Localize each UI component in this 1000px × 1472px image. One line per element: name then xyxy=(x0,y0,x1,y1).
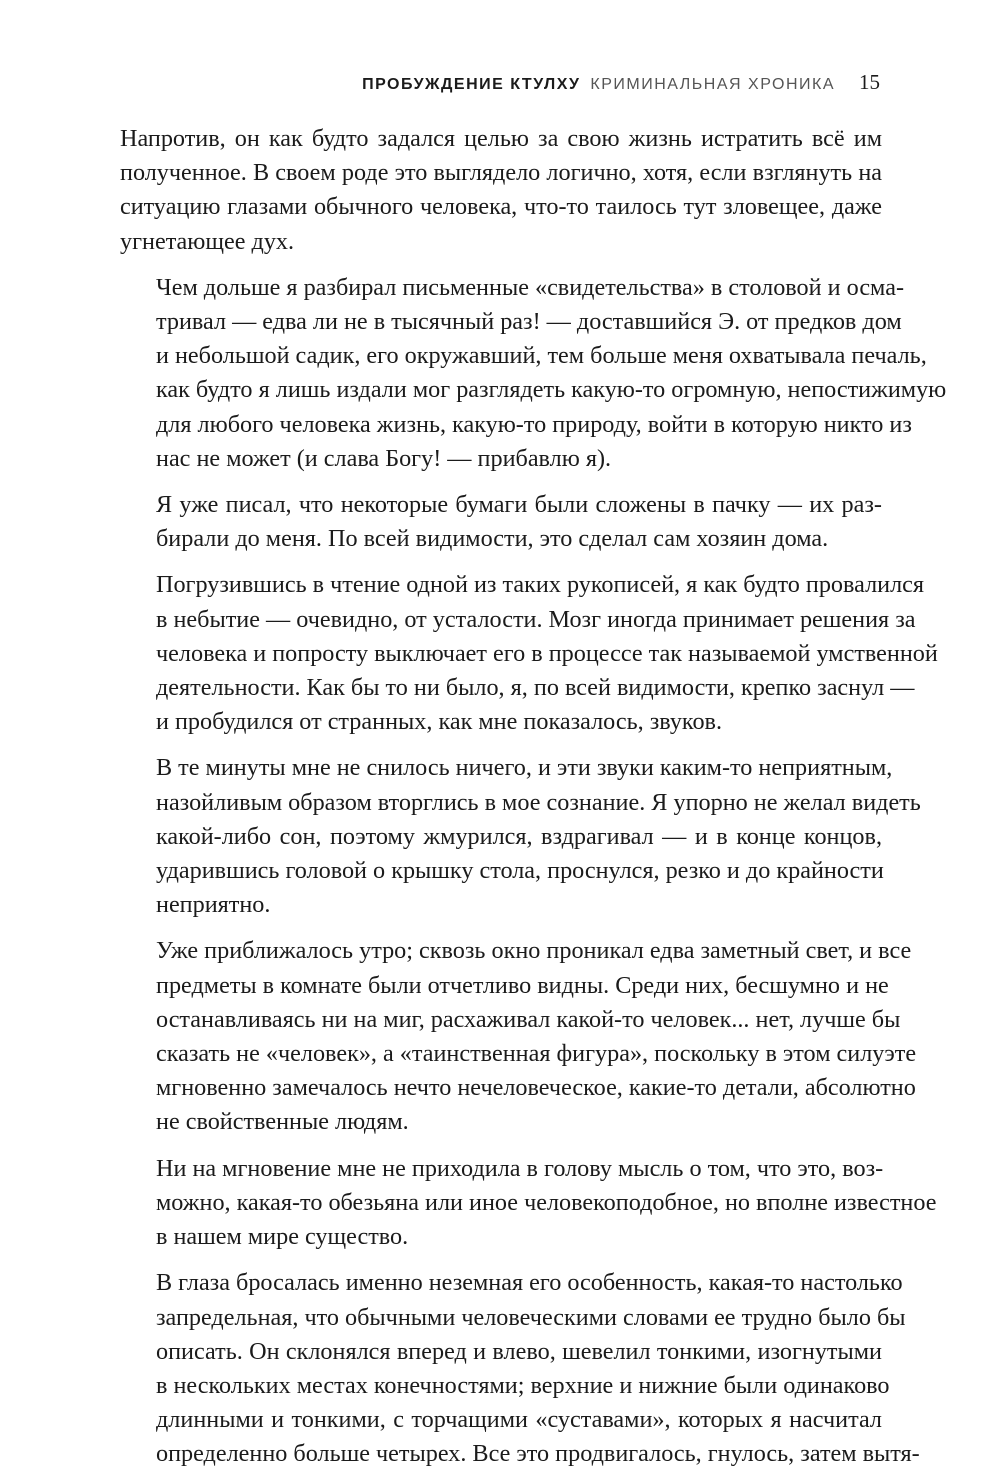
text-line: в небытие — очевидно, от усталости. Мозг иногда принимает решения за xyxy=(156,605,916,633)
text-line: Погрузившись в чтение одной из таких рукописей, я как будто провалился xyxy=(156,571,925,599)
running-header-section-title: КРИМИНАЛЬНАЯ ХРОНИКА xyxy=(590,76,835,93)
text-line: в нескольких местах конечностями; верхние и нижние были одинаково xyxy=(156,1371,890,1399)
text-line: мгновенно замечалось нечто нечеловеческое, какие-то детали, абсолютно xyxy=(156,1074,916,1102)
text-line: деятельности. Как бы то ни было, я, по всей видимости, крепко заснул — xyxy=(156,674,915,702)
paragraph xyxy=(120,568,938,739)
paragraph xyxy=(120,1266,920,1471)
text-line: назойливым образом вторглись в мое сознание. Я упорно не желал видеть xyxy=(156,788,921,816)
page-number: 15 xyxy=(859,70,880,94)
paragraph xyxy=(120,488,882,556)
text-line: для любого человека жизнь, какую-то природу, войти в которую никто из xyxy=(156,410,912,438)
text-line: Я уже писал, что некоторые бумаги были сложены в пачку — их раз- xyxy=(156,491,882,519)
text-line: не свойственные людям. xyxy=(156,1108,409,1136)
body-text xyxy=(120,122,947,1472)
text-line: и пробудился от странных, как мне показалось, звуков. xyxy=(156,708,723,736)
paragraph xyxy=(120,1152,937,1255)
text-line: длинными и тонкими, с торчащими «суставами», которых я насчитал xyxy=(156,1406,882,1434)
text-line: как будто я лишь издали мог разглядеть какую-то огромную, непостижимую xyxy=(156,376,947,404)
text-line: останавливаясь ни на миг, расхаживал какой-то человек... нет, лучше бы xyxy=(156,1005,901,1033)
text-line: Чем дольше я разбирал письменные «свидетельства» в столовой и осма- xyxy=(156,273,904,301)
text-line: можно, какая-то обезьяна или иное человекоподобное, но вполне известное xyxy=(156,1188,937,1216)
text-line: Уже приближалось утро; сквозь окно проникал едва заметный свет, и все xyxy=(156,937,912,965)
paragraph xyxy=(120,122,882,259)
text-line: угнетающее дух. xyxy=(120,227,295,255)
text-line: тривал — едва ли не в тысячный раз! — доставшийся Э. от предков дом xyxy=(156,308,902,336)
paragraph xyxy=(120,934,917,1139)
text-line: в нашем мире существо. xyxy=(156,1223,409,1251)
running-header-book-title: ПРОБУЖДЕНИЕ КТУЛХУ xyxy=(362,76,581,93)
paragraph xyxy=(120,751,921,922)
text-line: Напротив, он как будто задался целью за свою жизнь истратить всё им xyxy=(120,125,882,152)
text-line: ситуацию глазами обычного человека, что-то таилось тут зловещее, даже xyxy=(120,193,882,221)
text-line: предметы в комнате были отчетливо видны. Среди них, бесшумно и не xyxy=(156,971,889,999)
text-line: описать. Он склонялся вперед и влево, шевелил тонкими, изогнутыми xyxy=(156,1337,882,1365)
text-line: неприятно. xyxy=(156,891,271,919)
text-line: бирали до меня. По всей видимости, это сделал сам хозяин дома. xyxy=(156,525,829,553)
text-line: Ни на мгновение мне не приходила в голову мысль о том, что это, воз- xyxy=(156,1154,884,1182)
text-line: определенно больше четырех. Все это продвигалось, гнулось, затем вытя- xyxy=(156,1440,920,1468)
text-line: какой-либо сон, поэтому жмурился, вздрагивал — и в конце концов, xyxy=(156,822,882,850)
text-line: нас не может (и слава Богу! — прибавлю я). xyxy=(156,444,612,472)
text-line: В глаза бросалась именно неземная его особенность, какая-то настолько xyxy=(156,1269,903,1297)
text-line: запредельная, что обычными человеческими словами ее трудно было бы xyxy=(156,1303,906,1331)
text-line: В те минуты мне не снилось ничего, и эти звуки каким-то неприятным, xyxy=(156,754,893,782)
paragraph xyxy=(120,271,947,476)
text-line: человека и попросту выключает его в процессе так называемой умственной xyxy=(156,639,938,667)
running-header xyxy=(120,70,880,102)
text-line: и небольшой садик, его окружавший, тем больше меня охватывала печаль, xyxy=(156,342,927,370)
text-line: полученное. В своем роде это выглядело логично, хотя, если взглянуть на xyxy=(120,159,882,187)
text-line: сказать не «человек», а «таинственная фигура», поскольку в этом силуэте xyxy=(156,1040,917,1068)
text-line: ударившись головой о крышку стола, проснулся, резко и до крайности xyxy=(156,857,884,885)
